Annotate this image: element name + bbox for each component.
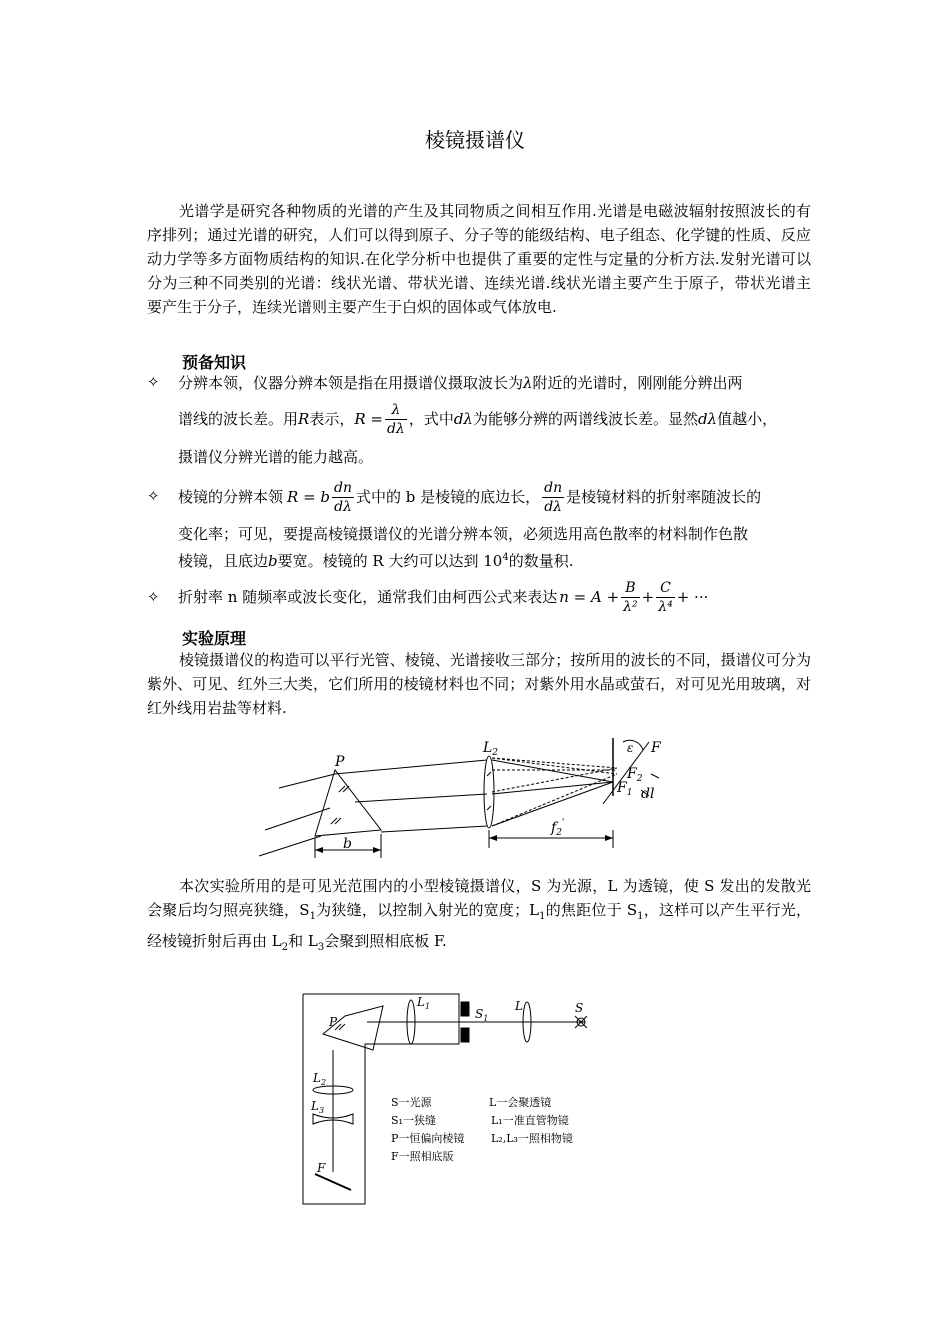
fraction-lambda-dlambda: $\frac{\lambda}{d\lambda}$ [386,401,405,437]
svg-text:F: F [317,1161,326,1175]
svg-text:S: S [575,1001,584,1015]
svg-text:S一光源: S一光源 [391,1096,432,1109]
svg-text:S₁一狭缝: S₁一狭缝 [391,1114,436,1127]
page-title: 棱镜摄谱仪 [425,128,525,152]
svg-text:b: b [343,836,352,852]
housing-outline [303,994,459,1204]
svg-text:L2: $L_2$ [483,740,499,758]
incident-ray [259,836,321,856]
svg-text:ε: ε [627,741,634,755]
svg-text:P: P [329,1015,338,1029]
svg-text:L₁一准直管物镜: L₁一准直管物镜 [491,1114,569,1127]
section-heading-principle: 实验原理 [182,629,247,648]
svg-text:dl: dl [641,786,655,802]
principle-paragraph: 棱镜摄谱仪的构造可以平行光管、棱镜、光谱接收三部分；按所用的波长的不同，摄谱仪可分为紫外、可见、红外三大类，它们所用的棱镜材料也不同；对紫外用水晶或萤石，对可见光用玻璃，对红外线用岩盐等材料. [147,651,811,717]
svg-text:L: L [515,999,523,1013]
bullet-icon: ✧ [147,487,160,505]
svg-text:F2: $F_2$ [627,766,643,784]
prism-shape [315,770,381,836]
bullet-icon: ✧ [147,588,160,606]
bullet-2: 棱镜的分辨本领 R = b $\frac{dn}{d\lambda}$ 式中的 b 是棱镜的底边长， $\frac{dn}{d\lambda}$ 是棱镜材料的折射率随波长的 变化率；可见，要提高棱镜摄谱仪的光谱分辨本领，必须选用高色散率的材料制作色散 棱镜，且底边b要宽。棱镜的 R 大约可以达到 $10^4$的数量积. [178,479,762,570]
svg-text:F一照相底版: F一照相底版 [391,1150,454,1163]
photographic-plate [315,1174,351,1190]
svg-text:L2: $L_2$ [313,1071,327,1087]
svg-text:L一会聚透镜: L一会聚透镜 [489,1096,552,1109]
svg-text:P一恒偏向棱镜: P一恒偏向棱镜 [391,1132,465,1145]
svg-text:L₂,L₃一照相物镜: L₂,L₃一照相物镜 [491,1132,573,1145]
svg-text:P: P [335,754,345,770]
setup-paragraph: 本次实验所用的是可见光范围内的小型棱镜摄谱仪，S 为光源，L 为透镜，使 S 发出的发散光会聚后均匀照亮狭缝，$S_1$为狭缝，以控制入射光的宽度；$L_1$的焦距位于 $S_1$，这样可以产生平行光，经棱镜折射后再由 $L_2$和 $L_3$会聚到照相底板 F. [147,877,811,953]
section-heading-preparation: 预备知识 [182,353,247,372]
prism-dispersion-figure [255,730,675,865]
intro-paragraph: 光谱学是研究各种物质的光谱的产生及其同物质之间相互作用.光谱是电磁波辐射按照波长的有序排列；通过光谱的研究，人们可以得到原子、分子等的能级结构、电子组态、化学键的性质、反应动力学等多方面物质结构的知识.在化学分析中也提供了重要的定性与定量的分析方法.发射光谱可以分为三种不同类别的光谱：线状光谱、带状光谱、连续光谱.线状光谱主要产生于原子，带状光谱主要产生于分子，连续光谱则主要产生于白炽的固体或气体放电. [147,202,811,316]
svg-text:f2': $f_2'$ [551,818,565,838]
svg-text:F: F [651,740,661,756]
bullet-icon: ✧ [147,373,160,391]
spectrograph-layout-figure [295,988,605,1210]
figure-legend [391,1095,573,1163]
slit-s1 [461,1002,469,1016]
bullet-1: 分辨本领，仪器分辨本领是指在用摄谱仪摄取波长为λ附近的光谱时，刚刚能分辨出两 谱线的波长差。用 R 表示， R = $\frac{\lambda}{d\lambda}$ ，式中 dλ 为能够分辨的两谱线波长差。显然 dλ 值越小， 摄谱仪分辨光谱的能力越高。 [178,374,778,466]
svg-text:F1: $F_1$ [617,780,633,798]
svg-text:L1: $L_1$ [417,995,431,1011]
bullet-3: 折射率 n 随频率或波长变化，通常我们由柯西公式来表达 n = A + $\frac{B}{\text{λ²}}$ + $\frac{C}{\text{λ⁴}}$ + ··· [178,579,709,615]
svg-text:S1: $S_1$ [475,1007,489,1023]
svg-text:L3: $L_3$ [311,1099,325,1115]
incident-ray [279,774,335,788]
